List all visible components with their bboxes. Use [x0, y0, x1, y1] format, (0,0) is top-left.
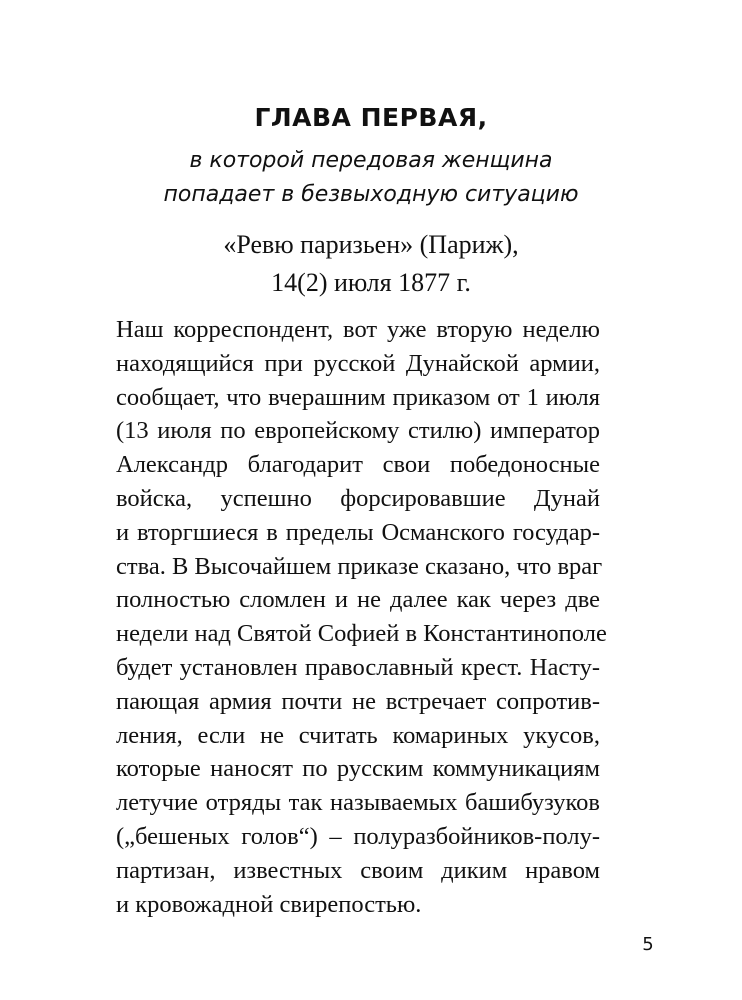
body-line: пающая армия почти не встречает сопротив- [116, 687, 600, 715]
body-paragraph [116, 313, 607, 921]
body-line: Александр благодарит свои победоносные [116, 451, 600, 479]
body-line: недели над Святой Софией в Константинополе [116, 620, 607, 648]
body-line: которые наносят по русским коммуникациям [116, 755, 600, 783]
body-line: („бешеных голов“) – полуразбойников-полу- [116, 822, 600, 850]
dateline-source: «Ревю паризьен» (Париж), [223, 230, 519, 259]
body-line: войска, успешно форсировавшие Дунай [116, 484, 600, 512]
body-line: находящийся при русской Дунайской армии, [116, 349, 600, 377]
subtitle-line: попадает в безвыходную ситуацию [163, 182, 579, 207]
body-line: и вторгшиеся в пределы Османского государ- [116, 518, 600, 546]
body-line: партизан, известных своим диким нравом [116, 856, 600, 884]
dateline [0, 226, 742, 302]
body-line: Наш корреспондент, вот уже вторую неделю [116, 316, 600, 343]
chapter-subtitle [0, 144, 742, 212]
body-line: будет установлен православный крест. Насту- [116, 653, 600, 681]
body-line: (13 июля по европейскому стилю) император [116, 417, 600, 445]
body-line: летучие отряды так называемых башибузуков [116, 789, 600, 817]
body-line: и кровожадной свирепостью. [116, 890, 422, 918]
dateline-date: 14(2) июля 1877 г. [271, 268, 471, 297]
chapter-title: ГЛАВА ПЕРВАЯ, [254, 103, 488, 132]
body-line: ства. В Высочайшем приказе сказано, что враг [116, 552, 603, 580]
body-line: полностью сломлен и не далее как через две [116, 586, 600, 614]
page-number: 5 [642, 934, 654, 955]
subtitle-line: в которой передовая женщина [189, 148, 553, 173]
body-line: сообщает, что вчерашним приказом от 1 июля [116, 383, 600, 411]
body-line: ления, если не считать комариных укусов, [116, 721, 600, 749]
